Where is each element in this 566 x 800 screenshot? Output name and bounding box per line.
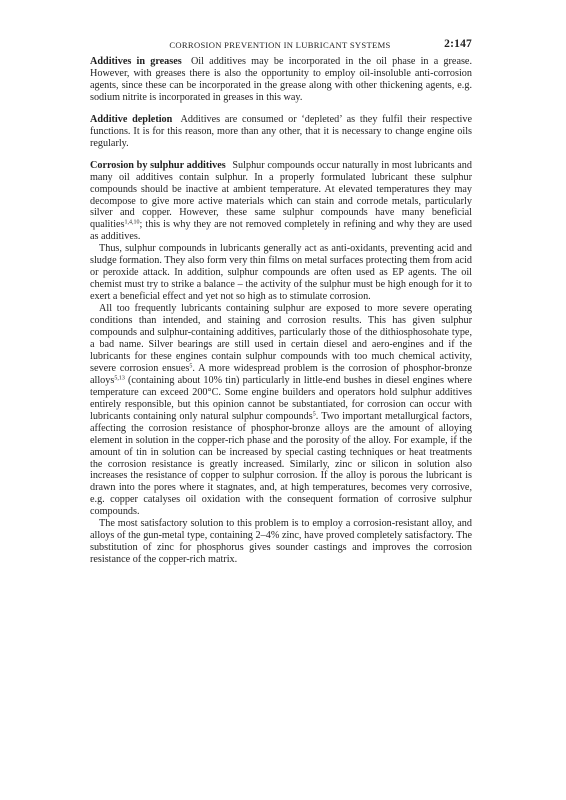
section-heading-corrosion-by-sulphur: Corrosion by sulphur additives [90,159,226,171]
reference-superscript: 5,13 [114,375,125,382]
paragraph-text: Additives are consumed or ‘depleted’ as they fulfil their respective functions. It is for this reason, more than any other, that it is necessary to change engine oils regularly. [90,113,472,149]
paragraph-text: All too frequently lubricants containing sulphur are exposed to more severe operating conditions than intended, and staining and corrosion results. This has given sulphur compounds and sulphur-containing additives, particularly those of the dithiosphosohate type, a bad name. Silver bearings are still used in certain diesel and aero-engines and if the lubricants for these engines contain sulphur compounds with too much chemical activity, severe corrosion ensues [90,303,472,374]
paragraph-sulphur-1 [90,160,472,244]
paragraph-additives-in-greases [90,56,472,104]
page-number: 2:147 [444,38,472,50]
paragraph-sulphur-3 [90,303,472,518]
paragraph-text: . Two important metallurgical factors, affecting the corrosion resistance of phosphor-bronze alloys are the amount of alloying element in solution in the copper-rich phase and the porosity of the alloy. For example, if the amount of tin in solution can be increased by special casting techniques or heat treatments the corrosion resistance is greatly increased. Similarly, zinc or silicon in solution also increases the resistance of copper to sulphur corrosion. If the alloy is porous the lubricant is drawn into the pores where it stagnates, and, at high temperatures, becomes very corrosive, e.g. copper catalyses oil oxidation with the consequent formation of corrosive sulphur compounds. [90,410,472,518]
section-heading-additives-in-greases: Additives in greases [90,56,182,67]
paragraph-text: . A more widespread problem is the corrosion of phosphor-bronze alloys [90,362,472,386]
running-header: CORROSION PREVENTION IN LUBRICANT SYSTEMS [169,40,391,50]
body-text [90,56,472,566]
paragraph-text: ; this is why they are not removed completely in refining and why they are used as additives. [90,219,472,243]
paragraph-text: Oil additives may be incorporated in the oil phase in a grease. However, with greases there is also the opportunity to employ oil-insoluble anti-corrosion agents, since these can be incorporated in the grease along with other thickening agents, e.g. sodium nitrite is incorporated in greases in this way. [90,56,472,103]
reference-superscript: 1,4,10 [124,219,140,226]
reference-superscript: 5 [189,363,193,370]
paragraph-sulphur-2: Thus, sulphur compounds in lubricants generally act as anti-oxidants, preventing acid and sludge formation. They also form very thin films on metal surfaces protecting them from acid or peroxide attack. In addition, sulphur compounds are often used as EP agents. The oil chemist must try to strike a balance – the activity of the sulphur must be high enough for it to exert a beneficial effect and yet not so high as to stimulate corrosion. [90,243,472,303]
paragraph-text: (containing about 10% tin) particularly in little-end bushes in diesel engines where temperature can exceed 200°C. Some engine builders and operators hold sulphur additives entirely responsible, but this opinion cannot be substantiated, for corrosion can occur with lubricants containing only natural sulphur compounds [90,374,472,422]
paragraph-sulphur-4: The most satisfactory solution to this problem is to employ a corrosion-resistant alloy, and alloys of the gun-metal type, containing 2–4% zinc, have proved completely satisfactory. The substitution of zinc for phosphorus gives sounder castings and improves the corrosion resistance of the copper-rich matrix. [90,518,472,566]
paragraph-additive-depletion [90,114,472,150]
paragraph-text: Sulphur compounds occur naturally in most lubricants and many oil additives contain sulphur. In a properly formulated lubricant these sulphur compounds should be inactive at ambient temperature. At elevated temperatures they may decompose to give more active materials which can stain and corrode metals, particularly silver and copper. However, these same sulphur compounds have many beneficial qualities [90,159,472,231]
section-heading-additive-depletion: Additive depletion [90,113,173,125]
reference-superscript: 5 [312,411,316,418]
